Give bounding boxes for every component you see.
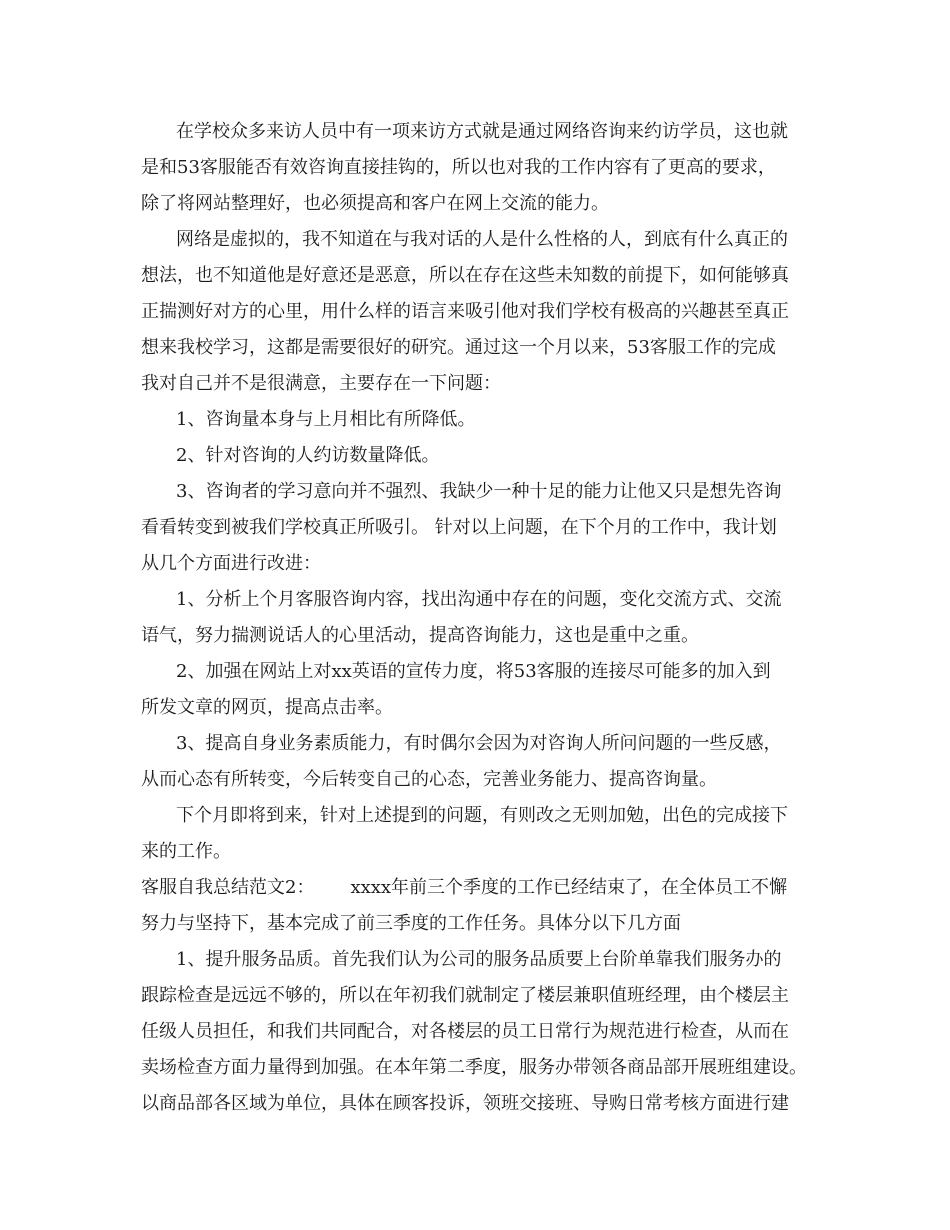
list-item: 1、咨询量本身与上月相比有所降低。 [176,409,476,430]
text-line: 除了将网站整理好，也必须提高和客户在网上交流的能力。 [141,193,609,214]
text-line: 跟踪检查是远远不够的，所以在年初我们就制定了楼层兼职值班经理，由个楼层主 [141,985,789,1006]
list-item: 2、针对咨询的人约访数量降低。 [176,445,440,466]
text-line: 在学校众多来访人员中有一项来访方式就是通过网络咨询来约访学员，这也就 [176,121,788,142]
text-line: 网络是虚拟的，我不知道在与我对话的人是什么性格的人，到底有什么真正的 [176,229,788,250]
text-line: 努力与坚持下，基本完成了前三季度的工作任务。具体分以下几方面 [141,913,681,934]
list-item: 3、提高自身业务素质能力，有时偶尔会因为对咨询人所问问题的一些反感， [176,733,782,754]
text-line: 下个月即将到来，针对上述提到的问题，有则改之无则加勉，出色的完成接下 [176,805,788,826]
text-line: 以商品部各区域为单位，具体在顾客投诉，领班交接班、导购日常考核方面进行建 [141,1093,789,1114]
text-line: 所发文章的网页，提高点击率。 [141,697,393,718]
list-item: 2、加强在网站上对xx英语的宣传力度，将53客服的连接尽可能多的加入到 [176,661,771,682]
section-heading: 客服自我总结范文2： [141,877,315,898]
text-line: 想法，也不知道他是好意还是恶意，所以在存在这些未知数的前提下，如何能够真 [141,265,789,286]
text-line: 来的工作。 [141,841,231,862]
text-line: 是和53客服能否有效咨询直接挂钩的，所以也对我的工作内容有了更高的要求， [141,157,776,178]
text-line: 我对自己并不是很满意，主要存在一下问题： [141,373,501,394]
text-line: 正揣测好对方的心里，用什么样的语言来吸引他对我们学校有极高的兴趣甚至真正 [141,301,789,322]
text-line: 从而心态有所转变，今后转变自己的心态，完善业务能力、提高咨询量。 [141,769,717,790]
text-line: 语气，努力揣测说话人的心里活动，提高咨询能力，这也是重中之重。 [141,625,699,646]
text-line: 想来我校学习，这都是需要很好的研究。通过这一个月以来，53客服工作的完成 [141,337,776,358]
list-item: 3、咨询者的学习意向并不强烈、我缺少一种十足的能力让他又只是想先咨询 [176,481,782,502]
section-intro: xxxx年前三个季度的工作已经结束了，在全体员工不懈 [350,877,788,898]
list-item: 1、提升服务品质。首先我们认为公司的服务品质要上台阶单靠我们服务办的 [176,949,782,970]
section-heading-line [141,870,787,906]
text-line: 卖场检查方面力量得到加强。在本年第二季度，服务办带领各商品部开展班组建设。 [141,1057,807,1078]
text-line: 任级人员担任，和我们共同配合，对各楼层的员工日常行为规范进行检查，从而在 [141,1021,789,1042]
list-item: 1、分析上个月客服咨询内容，找出沟通中存在的问题，变化交流方式、交流 [176,589,782,610]
text-line: 看看转变到被我们学校真正所吸引。 针对以上问题，在下个月的工作中，我计划 [141,517,777,538]
text-line: 从几个方面进行改进： [141,553,321,574]
